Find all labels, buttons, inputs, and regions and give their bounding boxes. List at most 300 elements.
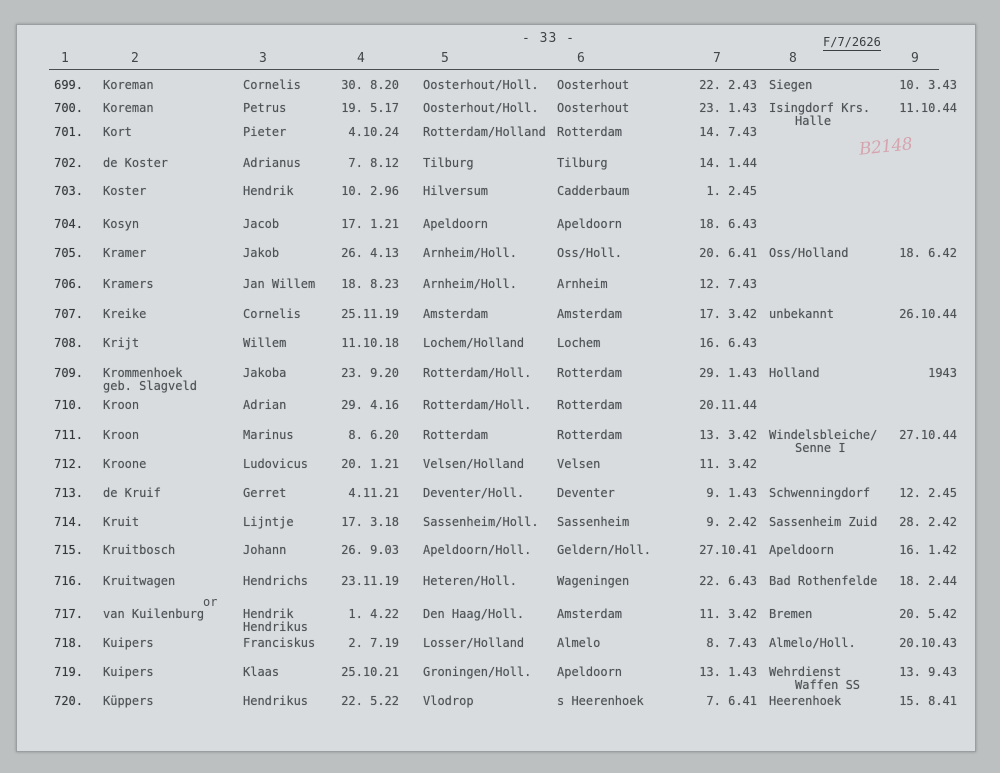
departure-date-cell [679, 218, 757, 231]
birth-place-text: Groningen/Holl. [423, 665, 532, 679]
later-place-cell [769, 516, 877, 529]
table-row [17, 337, 975, 367]
departure-date-cell [679, 337, 757, 350]
surname-cell [103, 367, 197, 393]
entry-number-text: 714. [54, 515, 83, 529]
later-date-text: 27.10.44 [899, 428, 957, 442]
birth-place-text: Velsen/Holland [423, 457, 525, 471]
first-name-cell [243, 337, 286, 350]
entry-number-cell [41, 79, 83, 92]
first-name-second-line: Hendrikus [243, 620, 309, 634]
residence-cell [557, 666, 622, 679]
residence-text: Oosterhout [557, 78, 630, 92]
surname-cell [103, 102, 154, 115]
birth-date-cell [321, 429, 399, 442]
entry-number-cell [41, 102, 83, 115]
first-name-cell [243, 126, 286, 139]
departure-date-cell [679, 157, 757, 170]
entry-number-text: 702. [54, 156, 83, 170]
departure-date-cell [679, 544, 757, 557]
residence-cell [557, 516, 629, 529]
departure-date-cell [679, 367, 757, 380]
birth-place-text: Rotterdam [423, 428, 489, 442]
entry-number-text: 710. [54, 398, 83, 412]
birth-date-cell [321, 157, 399, 170]
later-date-cell [871, 637, 957, 650]
later-date-text: 16. 1.42 [899, 543, 957, 557]
first-name-text: Klaas [243, 665, 280, 679]
birth-date-cell [321, 337, 399, 350]
residence-cell [557, 185, 629, 198]
later-place-text: Isingdorf Krs. [769, 101, 871, 115]
first-name-cell [243, 399, 286, 412]
table-row [17, 218, 975, 248]
birth-date-text: 18. 8.23 [341, 277, 399, 291]
later-date-cell [871, 79, 957, 92]
residence-text: Oss/Holl. [557, 246, 623, 260]
first-name-cell [243, 666, 279, 679]
departure-date-cell [679, 247, 757, 260]
later-place-cell [769, 487, 870, 500]
later-date-cell [871, 487, 957, 500]
later-date-cell [871, 575, 957, 588]
residence-cell [557, 308, 622, 321]
later-date-text: 26.10.44 [899, 307, 957, 321]
birth-date-cell [321, 247, 399, 260]
later-place-text: Oss/Holland [769, 246, 849, 260]
entry-number-text: 713. [54, 486, 83, 500]
birth-date-cell [321, 608, 399, 621]
later-date-cell [871, 102, 957, 115]
surname-text: Kuipers [103, 636, 154, 650]
table-row [17, 666, 975, 696]
birth-date-cell [321, 102, 399, 115]
table-row [17, 126, 975, 156]
residence-cell [557, 608, 622, 621]
departure-date-text: 9. 1.43 [706, 486, 757, 500]
birth-date-text: 30. 8.20 [341, 78, 399, 92]
departure-date-text: 20. 6.41 [699, 246, 757, 260]
first-name-cell [243, 185, 294, 198]
surname-text: Kruitwagen [103, 574, 176, 588]
birth-date-cell [321, 458, 399, 471]
first-name-text: Jakoba [243, 366, 287, 380]
residence-text: Lochem [557, 336, 601, 350]
residence-text: Apeldoorn [557, 665, 623, 679]
residence-text: Deventer [557, 486, 615, 500]
residence-cell [557, 575, 629, 588]
birth-date-text: 4.10.24 [348, 125, 399, 139]
surname-cell [103, 458, 146, 471]
departure-date-cell [679, 126, 757, 139]
departure-date-cell [679, 308, 757, 321]
later-date-text: 18. 2.44 [899, 574, 957, 588]
later-place-text: Sassenheim Zuid [769, 515, 878, 529]
birth-date-cell [321, 516, 399, 529]
departure-date-text: 9. 2.42 [706, 515, 757, 529]
birth-place-cell [423, 575, 517, 588]
surname-text: Kroon [103, 428, 140, 442]
later-place-cell [769, 666, 860, 692]
departure-date-text: 13. 1.43 [699, 665, 757, 679]
birth-place-text: Vlodrop [423, 694, 474, 708]
birth-date-text: 10. 2.96 [341, 184, 399, 198]
departure-date-text: 14. 1.44 [699, 156, 757, 170]
surname-text: de Koster [103, 156, 169, 170]
first-name-cell [243, 458, 308, 471]
later-place-cell [769, 637, 856, 650]
surname-text: Kosyn [103, 217, 140, 231]
birth-place-text: Arnheim/Holl. [423, 246, 517, 260]
first-name-text: Pieter [243, 125, 287, 139]
residence-text: Apeldoorn [557, 217, 623, 231]
residence-cell [557, 79, 629, 92]
surname-text: Kroone [103, 457, 147, 471]
table-row [17, 637, 975, 667]
first-name-cell [243, 157, 301, 170]
entry-number-text: 703. [54, 184, 83, 198]
entry-number-cell [41, 637, 83, 650]
later-date-cell [871, 429, 957, 442]
surname-cell [103, 308, 146, 321]
surname-cell [103, 695, 154, 708]
entry-number-text: 716. [54, 574, 83, 588]
first-name-cell [243, 367, 286, 380]
first-name-text: Jan Willem [243, 277, 316, 291]
birth-place-cell [423, 637, 524, 650]
departure-date-text: 20.11.44 [699, 398, 757, 412]
departure-date-text: 11. 3.42 [699, 457, 757, 471]
departure-date-cell [679, 695, 757, 708]
surname-cell [103, 157, 168, 170]
later-place-text: Apeldoorn [769, 543, 835, 557]
table-row [17, 185, 975, 215]
later-place-cell [769, 608, 812, 621]
departure-date-cell [679, 487, 757, 500]
birth-date-cell [321, 218, 399, 231]
surname-cell [103, 399, 139, 412]
surname-text: Koreman [103, 101, 154, 115]
birth-place-text: Heteren/Holl. [423, 574, 517, 588]
residence-text: Wageningen [557, 574, 630, 588]
birth-place-cell [423, 218, 488, 231]
residence-text: Rotterdam [557, 366, 623, 380]
departure-date-text: 1. 2.45 [706, 184, 757, 198]
column-header-8: 8 [789, 51, 797, 66]
later-date-text: 11.10.44 [899, 101, 957, 115]
birth-date-cell [321, 308, 399, 321]
departure-date-cell [679, 666, 757, 679]
departure-date-cell [679, 429, 757, 442]
residence-text: s Heerenhoek [557, 694, 644, 708]
entry-number-cell [41, 218, 83, 231]
later-place-text: Windelsbleiche/ [769, 428, 878, 442]
birth-place-text: Oosterhout/Holl. [423, 101, 539, 115]
page-number: - 33 - [522, 31, 575, 46]
surname-cell [103, 575, 175, 588]
birth-place-cell [423, 399, 531, 412]
surname-text: Kruitbosch [103, 543, 176, 557]
entry-number-text: 718. [54, 636, 83, 650]
departure-date-text: 14. 7.43 [699, 125, 757, 139]
birth-date-cell [321, 666, 399, 679]
first-name-text: Hendrik [243, 607, 294, 621]
first-name-cell [243, 575, 308, 588]
table-row [17, 399, 975, 429]
column-header-6: 6 [577, 51, 585, 66]
birth-place-text: Sassenheim/Holl. [423, 515, 539, 529]
later-place-text: unbekannt [769, 307, 835, 321]
entry-number-cell [41, 185, 83, 198]
departure-date-text: 11. 3.42 [699, 607, 757, 621]
later-date-text: 20.10.43 [899, 636, 957, 650]
table-row [17, 544, 975, 574]
entry-number-text: 708. [54, 336, 83, 350]
birth-date-cell [321, 79, 399, 92]
table-row [17, 367, 975, 397]
birth-date-text: 4.11.21 [348, 486, 399, 500]
residence-text: Rotterdam [557, 125, 623, 139]
departure-date-text: 22. 6.43 [699, 574, 757, 588]
archive-reference: F/7/2626 [823, 35, 881, 49]
entry-number-text: 717. [54, 607, 83, 621]
birth-date-text: 8. 6.20 [348, 428, 399, 442]
table-row [17, 575, 975, 605]
table-row [17, 278, 975, 308]
birth-date-text: 23. 9.20 [341, 366, 399, 380]
surname-cell [103, 608, 204, 621]
residence-cell [557, 487, 615, 500]
residence-text: Almelo [557, 636, 601, 650]
departure-date-cell [679, 575, 757, 588]
first-name-cell [243, 516, 294, 529]
birth-place-cell [423, 695, 474, 708]
later-place-text: Holland [769, 366, 820, 380]
first-name-cell [243, 608, 308, 634]
surname-cell [103, 278, 154, 291]
later-place-second-line: Halle [795, 114, 832, 128]
first-name-text: Cornelis [243, 307, 301, 321]
first-name-text: Ludovicus [243, 457, 309, 471]
column-header-3: 3 [259, 51, 267, 66]
later-place-text: Heerenhoek [769, 694, 842, 708]
birth-place-cell [423, 666, 531, 679]
later-place-cell [769, 102, 870, 128]
later-date-text: 13. 9.43 [899, 665, 957, 679]
column-header-5: 5 [441, 51, 449, 66]
later-date-text: 20. 5.42 [899, 607, 957, 621]
entry-number-cell [41, 337, 83, 350]
surname-cell [103, 516, 139, 529]
birth-place-cell [423, 185, 488, 198]
departure-date-cell [679, 102, 757, 115]
later-place-cell [769, 575, 877, 588]
surname-text: Kuipers [103, 665, 154, 679]
residence-cell [557, 247, 622, 260]
first-name-cell [243, 102, 286, 115]
birth-place-cell [423, 102, 539, 115]
departure-date-cell [679, 278, 757, 291]
surname-text: Kramers [103, 277, 154, 291]
later-date-cell [871, 367, 957, 380]
later-place-cell [769, 695, 841, 708]
birth-place-cell [423, 458, 524, 471]
first-name-text: Hendrik [243, 184, 294, 198]
birth-place-cell [423, 429, 488, 442]
residence-cell [557, 367, 622, 380]
residence-cell [557, 157, 608, 170]
birth-place-text: Arnheim/Holl. [423, 277, 517, 291]
birth-date-cell [321, 544, 399, 557]
residence-cell [557, 544, 651, 557]
surname-text: van Kuilenburg [103, 607, 205, 621]
surname-text: Koster [103, 184, 147, 198]
first-name-text: Willem [243, 336, 287, 350]
register-table [17, 25, 975, 751]
residence-text: Rotterdam [557, 428, 623, 442]
table-row [17, 247, 975, 277]
first-name-text: Jakob [243, 246, 280, 260]
residence-text: Oosterhout [557, 101, 630, 115]
entry-number-text: 706. [54, 277, 83, 291]
residence-text: Geldern/Holl. [557, 543, 651, 557]
birth-place-text: Apeldoorn [423, 217, 489, 231]
entry-number-text: 719. [54, 665, 83, 679]
surname-text: Kroon [103, 398, 140, 412]
birth-date-text: 25.10.21 [341, 665, 399, 679]
first-name-cell [243, 247, 279, 260]
table-row [17, 516, 975, 546]
first-name-text: Lijntje [243, 515, 294, 529]
birth-date-cell [321, 399, 399, 412]
residence-text: Sassenheim [557, 515, 630, 529]
column-header-4: 4 [357, 51, 365, 66]
first-name-cell [243, 487, 286, 500]
surname-text: Kort [103, 125, 132, 139]
column-header-2: 2 [131, 51, 139, 66]
departure-date-text: 18. 6.43 [699, 217, 757, 231]
surname-cell [103, 79, 154, 92]
later-date-cell [871, 516, 957, 529]
first-name-cell [243, 278, 315, 291]
birth-date-text: 17. 3.18 [341, 515, 399, 529]
birth-place-text: Rotterdam/Holland [423, 125, 546, 139]
surname-cell [103, 666, 154, 679]
entry-number-cell [41, 458, 83, 471]
birth-date-text: 20. 1.21 [341, 457, 399, 471]
departure-date-text: 7. 6.41 [706, 694, 757, 708]
birth-place-cell [423, 337, 524, 350]
departure-date-cell [679, 185, 757, 198]
birth-date-text: 23.11.19 [341, 574, 399, 588]
birth-place-cell [423, 608, 524, 621]
departure-date-cell [679, 458, 757, 471]
later-place-cell [769, 247, 848, 260]
residence-cell [557, 278, 608, 291]
later-place-text: Bad Rothenfelde [769, 574, 878, 588]
residence-text: Arnheim [557, 277, 608, 291]
surname-text: Koreman [103, 78, 154, 92]
entry-number-cell [41, 544, 83, 557]
entry-number-text: 720. [54, 694, 83, 708]
first-name-text: Franciskus [243, 636, 316, 650]
first-name-text: Hendrikus [243, 694, 309, 708]
entry-number-text: 704. [54, 217, 83, 231]
entry-number-cell [41, 308, 83, 321]
first-name-cell [243, 695, 308, 708]
first-name-cell [243, 79, 301, 92]
departure-date-text: 27.10.41 [699, 543, 757, 557]
first-name-text: Jacob [243, 217, 280, 231]
birth-place-cell [423, 247, 517, 260]
birth-date-text: 19. 5.17 [341, 101, 399, 115]
birth-date-text: 2. 7.19 [348, 636, 399, 650]
departure-date-text: 23. 1.43 [699, 101, 757, 115]
residence-cell [557, 218, 622, 231]
entry-number-cell [41, 487, 83, 500]
entry-number-cell [41, 126, 83, 139]
later-place-second-line: Waffen SS [795, 678, 861, 692]
entry-number-cell [41, 247, 83, 260]
later-date-cell [871, 695, 957, 708]
surname-text: Krommenhoek [103, 366, 183, 380]
later-date-cell [871, 308, 957, 321]
birth-date-text: 29. 4.16 [341, 398, 399, 412]
later-place-cell [769, 544, 834, 557]
table-row [17, 157, 975, 187]
birth-date-cell [321, 185, 399, 198]
first-name-text: Johann [243, 543, 287, 557]
birth-place-text: Rotterdam/Holl. [423, 398, 532, 412]
table-row [17, 458, 975, 488]
later-date-text: 12. 2.45 [899, 486, 957, 500]
later-date-text: 1943 [928, 366, 957, 380]
departure-date-cell [679, 637, 757, 650]
birth-date-text: 25.11.19 [341, 307, 399, 321]
birth-place-text: Oosterhout/Holl. [423, 78, 539, 92]
birth-place-text: Den Haag/Holl. [423, 607, 525, 621]
entry-number-cell [41, 429, 83, 442]
surname-second-line: geb. Slagveld [103, 379, 197, 393]
birth-place-cell [423, 516, 539, 529]
residence-text: Amsterdam [557, 307, 623, 321]
column-header-7: 7 [713, 51, 721, 66]
first-name-text: Gerret [243, 486, 287, 500]
later-date-text: 28. 2.42 [899, 515, 957, 529]
later-date-text: 15. 8.41 [899, 694, 957, 708]
document-sheet [16, 24, 976, 752]
birth-place-text: Rotterdam/Holl. [423, 366, 532, 380]
entry-number-text: 699. [54, 78, 83, 92]
birth-date-text: 26. 9.03 [341, 543, 399, 557]
birth-place-cell [423, 544, 531, 557]
later-place-cell [769, 79, 812, 92]
residence-cell [557, 102, 629, 115]
departure-date-cell [679, 516, 757, 529]
birth-date-text: 1. 4.22 [348, 607, 399, 621]
entry-number-cell [41, 367, 83, 380]
birth-place-text: Hilversum [423, 184, 489, 198]
birth-place-text: Amsterdam [423, 307, 489, 321]
later-place-text: Siegen [769, 78, 813, 92]
first-name-text: Petrus [243, 101, 287, 115]
departure-date-cell [679, 608, 757, 621]
residence-cell [557, 429, 622, 442]
birth-date-cell [321, 367, 399, 380]
first-name-cell [243, 429, 294, 442]
entry-number-cell [41, 575, 83, 588]
entry-number-text: 712. [54, 457, 83, 471]
